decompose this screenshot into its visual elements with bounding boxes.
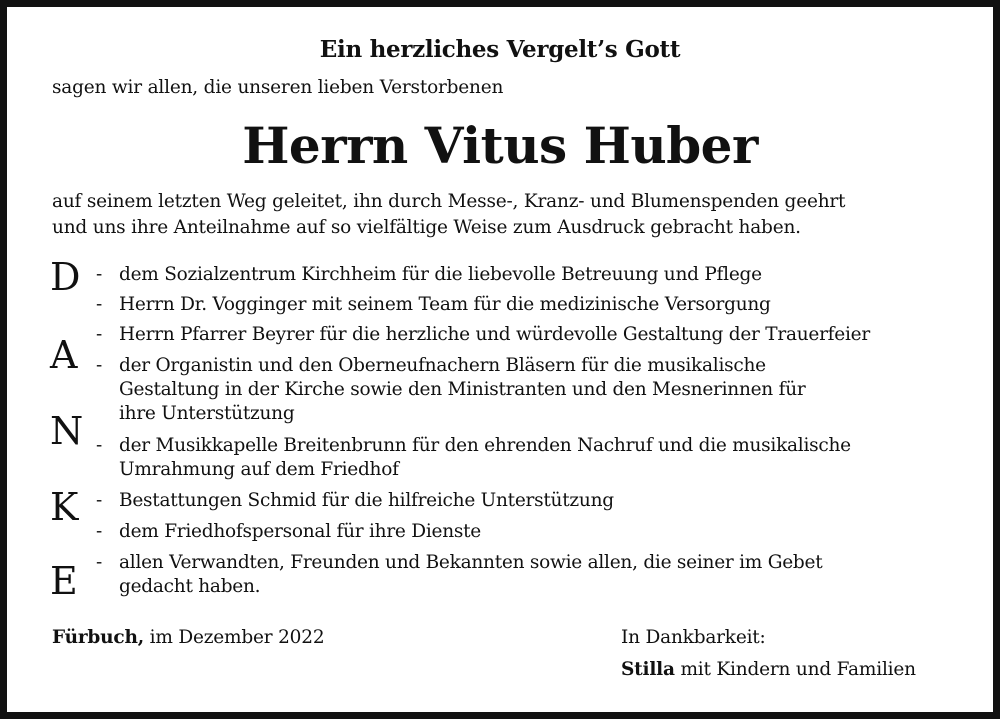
item-dash: - [96, 355, 103, 376]
danke-letter-e: E [50, 559, 78, 603]
intro-line: und uns ihre Anteilnahme auf so vielfältige Weise zum Ausdruck gebracht haben. [52, 217, 801, 238]
item-dash: - [96, 294, 103, 315]
intro-text [52, 189, 962, 241]
item-line: dem Sozialzentrum Kirchheim für die liebevolle Betreuung und Pflege [119, 264, 762, 285]
intro-line: auf seinem letzten Weg geleitet, ihn durch Messe-, Kranz- und Blumenspenden geehrt [52, 191, 846, 212]
gratitude-label: In Dankbarkeit: [621, 627, 766, 648]
item-line: dem Friedhofspersonal für ihre Dienste [119, 521, 481, 542]
notice-heading: Ein herzliches Vergelt’s Gott [319, 36, 681, 63]
deceased-name: Herrn Vitus Huber [242, 116, 758, 175]
item-line: der Organistin und den Oberneufnachern Bläsern für die musikalische [119, 355, 766, 376]
signature [621, 659, 916, 680]
danke-letter-n: N [50, 409, 84, 453]
item-line: ihre Unterstützung [119, 403, 295, 424]
item-dash: - [96, 264, 103, 285]
danke-letter-k: K [50, 485, 79, 529]
item-line: Gestaltung in der Kirche sowie den Ministranten und den Mesnerinnen für [119, 379, 806, 400]
notice-subline: sagen wir allen, die unseren lieben Verstorbenen [52, 77, 504, 98]
date-text: im Dezember 2022 [143, 627, 325, 648]
item-line: Bestattungen Schmid für die hilfreiche Unterstützung [119, 490, 614, 511]
item-dash: - [96, 490, 103, 511]
item-dash: - [96, 435, 103, 456]
signer-family: mit Kindern und Familien [674, 659, 916, 680]
item-line: Umrahmung auf dem Friedhof [119, 459, 399, 480]
item-line: der Musikkapelle Breitenbrunn für den ehrenden Nachruf und die musikalische [119, 435, 851, 456]
item-dash: - [96, 324, 103, 345]
item-line: allen Verwandten, Freunden und Bekannten sowie allen, die seiner im Gebet [119, 552, 823, 573]
danke-letter-d: D [50, 255, 81, 299]
item-line: Herrn Dr. Vogginger mit seinem Team für die medizinische Versorgung [119, 294, 771, 315]
item-line: Herrn Pfarrer Beyrer für die herzliche und würdevolle Gestaltung der Trauerfeier [119, 324, 870, 345]
item-dash: - [96, 552, 103, 573]
danke-letter-a: A [50, 333, 78, 377]
place-date [52, 627, 324, 648]
item-line: gedacht haben. [119, 576, 261, 597]
place-name: Fürbuch, [52, 627, 144, 648]
item-dash: - [96, 521, 103, 542]
signer-name: Stilla [621, 659, 675, 680]
